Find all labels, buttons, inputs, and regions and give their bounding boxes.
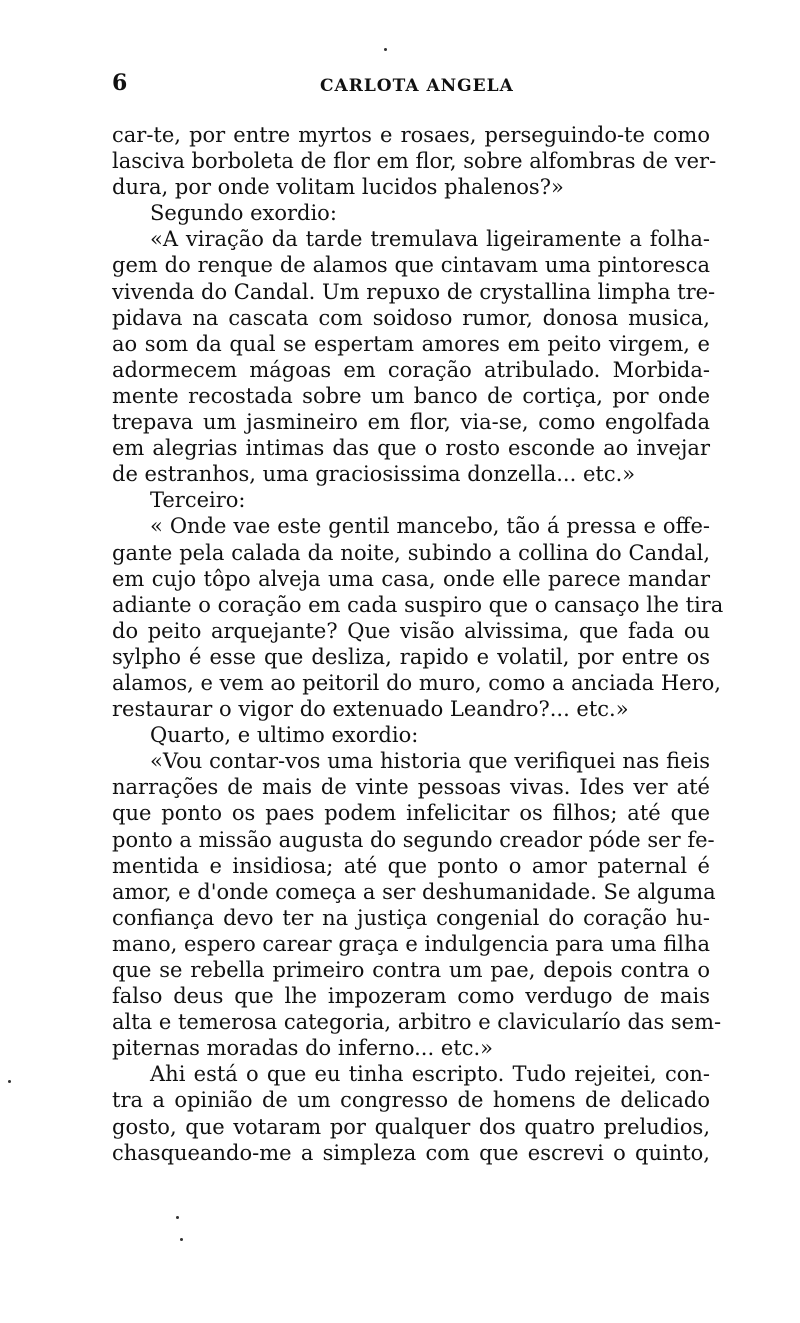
text-line: Ahi está o que eu tinha escripto. Tudo rejeitei, con-: [150, 1062, 710, 1087]
text-line: mano, espero carear graça e indulgencia para uma filha: [112, 931, 711, 956]
print-speck: [176, 1216, 179, 1219]
print-speck: [8, 1080, 11, 1083]
text-line: Segundo exordio:: [150, 201, 337, 226]
text-line: car-te, por entre myrtos e rosaes, perseguindo-te como: [112, 123, 710, 147]
text-line: Terceiro:: [150, 488, 246, 513]
page-number: 6: [112, 70, 128, 96]
text-line: confiança devo ter na justiça congenial do coração hu-: [112, 905, 710, 930]
text-line: do peito arquejante? Que visão alvissima, que fada ou: [112, 618, 710, 643]
text-line: que ponto os paes podem infelicitar os filhos; até que: [112, 801, 710, 826]
page-header: [112, 70, 710, 102]
text-line: sylpho é esse que desliza, rapido e volatil, por entre os: [112, 644, 710, 669]
text-line: Quarto, e ultimo exordio:: [150, 723, 419, 748]
print-speck: [384, 48, 387, 51]
text-line: de estranhos, uma graciosissima donzella... etc.»: [112, 462, 636, 487]
text-line: «A viração da tarde tremulava ligeiramente a folha-: [150, 227, 710, 252]
text-line: mentida e insidiosa; até que ponto o amor paternal é: [112, 853, 710, 878]
text-line: restaurar o vigor do extenuado Leandro?... etc.»: [112, 697, 629, 722]
text-line: tra a opinião de um congresso de homens de delicado: [112, 1088, 710, 1113]
text-line: « Onde vae este gentil mancebo, tão á pressa e offe-: [150, 514, 710, 539]
text-line: ponto a missão augusta do segundo creador póde ser fe-: [112, 827, 715, 852]
text-line: chasqueando-me a simpleza com que escrevi o quinto,: [112, 1140, 710, 1165]
text-line: trepava um jasmineiro em flor, via-se, como engolfada: [112, 410, 710, 435]
text-line: mente recostada sobre um banco de cortiça, por onde: [112, 383, 710, 408]
text-line: adormecem mágoas em coração atribulado. Morbida-: [112, 357, 710, 382]
text-line: ao som da qual se espertam amores em peito virgem, e: [112, 331, 710, 356]
text-line: gem do renque de alamos que cintavam uma pintoresca: [112, 253, 710, 278]
text-line: piternas moradas do inferno... etc.»: [112, 1036, 493, 1061]
text-line: amor, e d'onde começa a ser deshumanidade. Se alguma: [112, 879, 716, 904]
text-line: pidava na cascata com soidoso rumor, donosa musica,: [112, 305, 710, 330]
print-speck: [180, 1238, 183, 1241]
text-line: que se rebella primeiro contra um pae, depois contra o: [112, 958, 710, 982]
text-line: em cujo tôpo alveja uma casa, onde elle parece mandar: [112, 566, 710, 591]
text-line: lasciva borboleta de flor em flor, sobre alfombras de ver-: [112, 149, 717, 174]
text-line: «Vou contar-vos uma historia que verifiquei nas fieis: [150, 749, 710, 774]
text-line: falso deus que lhe impozeram como verdugo de mais: [112, 984, 710, 1009]
body-text: [112, 122, 724, 1166]
text-line: dura, por onde volitam lucidos phalenos?»: [112, 175, 564, 200]
text-line: narrações de mais de vinte pessoas vivas. Ides ver até: [112, 775, 710, 800]
text-line: adiante o coração em cada suspiro que o cansaço lhe tira: [112, 592, 724, 617]
text-line: em alegrias intimas das que o rosto esconde ao invejar: [112, 436, 710, 461]
text-line: vivenda do Candal. Um repuxo de crystallina limpha tre-: [112, 279, 716, 304]
text-line: gosto, que votaram por qualquer dos quatro preludios,: [112, 1114, 710, 1139]
text-line: alta e temerosa categoria, arbitro e clavicularío das sem-: [112, 1010, 722, 1035]
running-title: CARLOTA ANGELA: [320, 76, 514, 96]
text-line: gante pela calada da noite, subindo a collina do Candal,: [112, 540, 710, 565]
text-line: alamos, e vem ao peitoril do muro, como a anciada Hero,: [112, 670, 721, 695]
